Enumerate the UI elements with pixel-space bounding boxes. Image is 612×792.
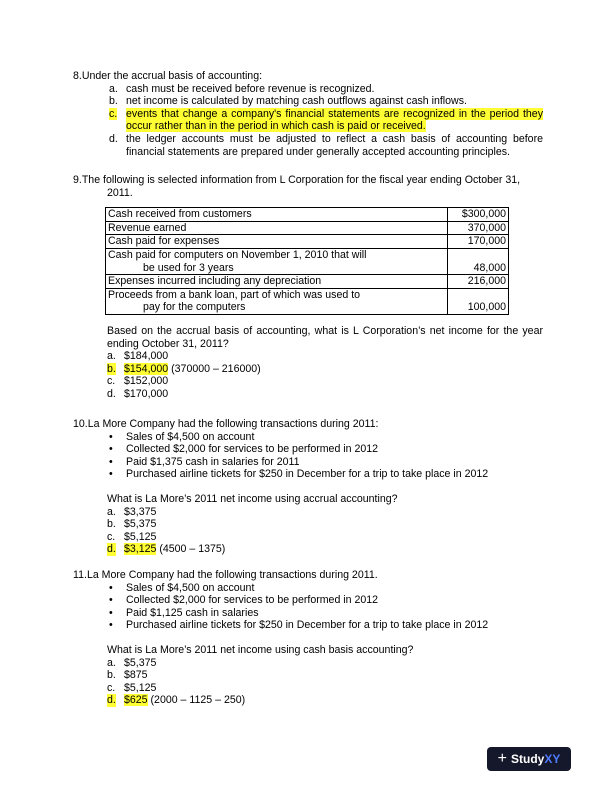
question-11 [73, 569, 543, 707]
list-item: • Paid $1,125 cash in salaries [73, 607, 543, 620]
list-item: • Sales of $4,500 on account [73, 431, 543, 444]
question-8 [73, 70, 543, 158]
question-9-stem: 9.The following is selected information from L Corporation for the fiscal year ending October 31, 2011. [73, 174, 521, 199]
table-row: Cash paid for computers on November 1, 2010 that will be used for 3 years 48,000 [106, 248, 509, 274]
plus-icon: + [497, 749, 507, 767]
q8-option-d: d. the ledger accounts must be adjusted to reflect a cash basis of accounting before financial statements are prepared under generally accepted accounting principles. [109, 132, 543, 158]
q10-option-c: c. $5,125 [107, 530, 157, 543]
q11-option-a: a. $5,375 [107, 656, 157, 669]
info-table [105, 207, 509, 315]
logo-study: Study [510, 751, 545, 766]
list-item: • Collected $2,000 for services to be performed in 2012 [73, 594, 543, 607]
logo-xy: XY [544, 751, 561, 766]
question-10 [73, 418, 543, 556]
table-row: Cash received from customers $300,000 [106, 208, 509, 222]
question-11-prompt: What is La More’s 2011 net income using cash basis accounting? [107, 643, 414, 656]
q11-option-d: d. $625 (2000 – 1125 – 250) [107, 694, 246, 707]
question-10-stem: 10.La More Company had the following transactions during 2011: [73, 418, 379, 430]
q11-option-c: c. $5,125 [107, 681, 157, 694]
q9-option-c: c. $152,000 [107, 375, 169, 388]
q8-option-b: b. net income is calculated by matching cash outflows against cash inflows. [109, 95, 467, 108]
question-11-stem: 11.La More Company had the following transactions during 2011. [73, 569, 378, 581]
q8-option-c: c. events that change a company's financial statements are recognized in the period they occur rather than in the period in which cash is paid or received. [109, 107, 543, 133]
studyxy-logo [487, 747, 571, 771]
table-row: Revenue earned 370,000 [106, 221, 509, 235]
table-row: Proceeds from a bank loan, part of which was used to pay for the computers 100,000 [106, 288, 509, 314]
list-item: • Purchased airline tickets for $250 in December for a trip to take place in 2012 [73, 468, 543, 481]
question-8-stem: 8.Under the accrual basis of accounting: [73, 70, 263, 82]
list-item: • Paid $1,375 cash in salaries for 2011 [73, 456, 543, 469]
list-item: • Sales of $4,500 on account [73, 582, 543, 595]
q11-option-b: b. $875 [107, 669, 148, 682]
list-item: • Purchased airline tickets for $250 in December for a trip to take place in 2012 [73, 619, 543, 632]
table-row: Expenses incurred including any depreciation 216,000 [106, 275, 509, 289]
q9-option-a: a. $184,000 [107, 350, 169, 363]
q8-option-a: a. cash must be received before revenue is recognized. [109, 82, 375, 95]
q10-option-b: b. $5,375 [107, 518, 157, 531]
table-row: Cash paid for expenses 170,000 [106, 235, 509, 249]
list-item: • Collected $2,000 for services to be performed in 2012 [73, 443, 543, 456]
q9-option-d: d. $170,000 [107, 387, 169, 400]
q10-option-d: d. $3,125 (4500 – 1375) [107, 543, 226, 556]
question-9-prompt: Based on the accrual basis of accounting, what is L Corporation’s net income for the year ending October 31, 2011? [107, 324, 543, 350]
question-9 [73, 174, 543, 401]
q9-option-b: b. $154,000 (370000 – 216000) [107, 362, 261, 375]
question-10-prompt: What is La More’s 2011 net income using accrual accounting? [107, 492, 398, 505]
q10-option-a: a. $3,375 [107, 505, 157, 518]
